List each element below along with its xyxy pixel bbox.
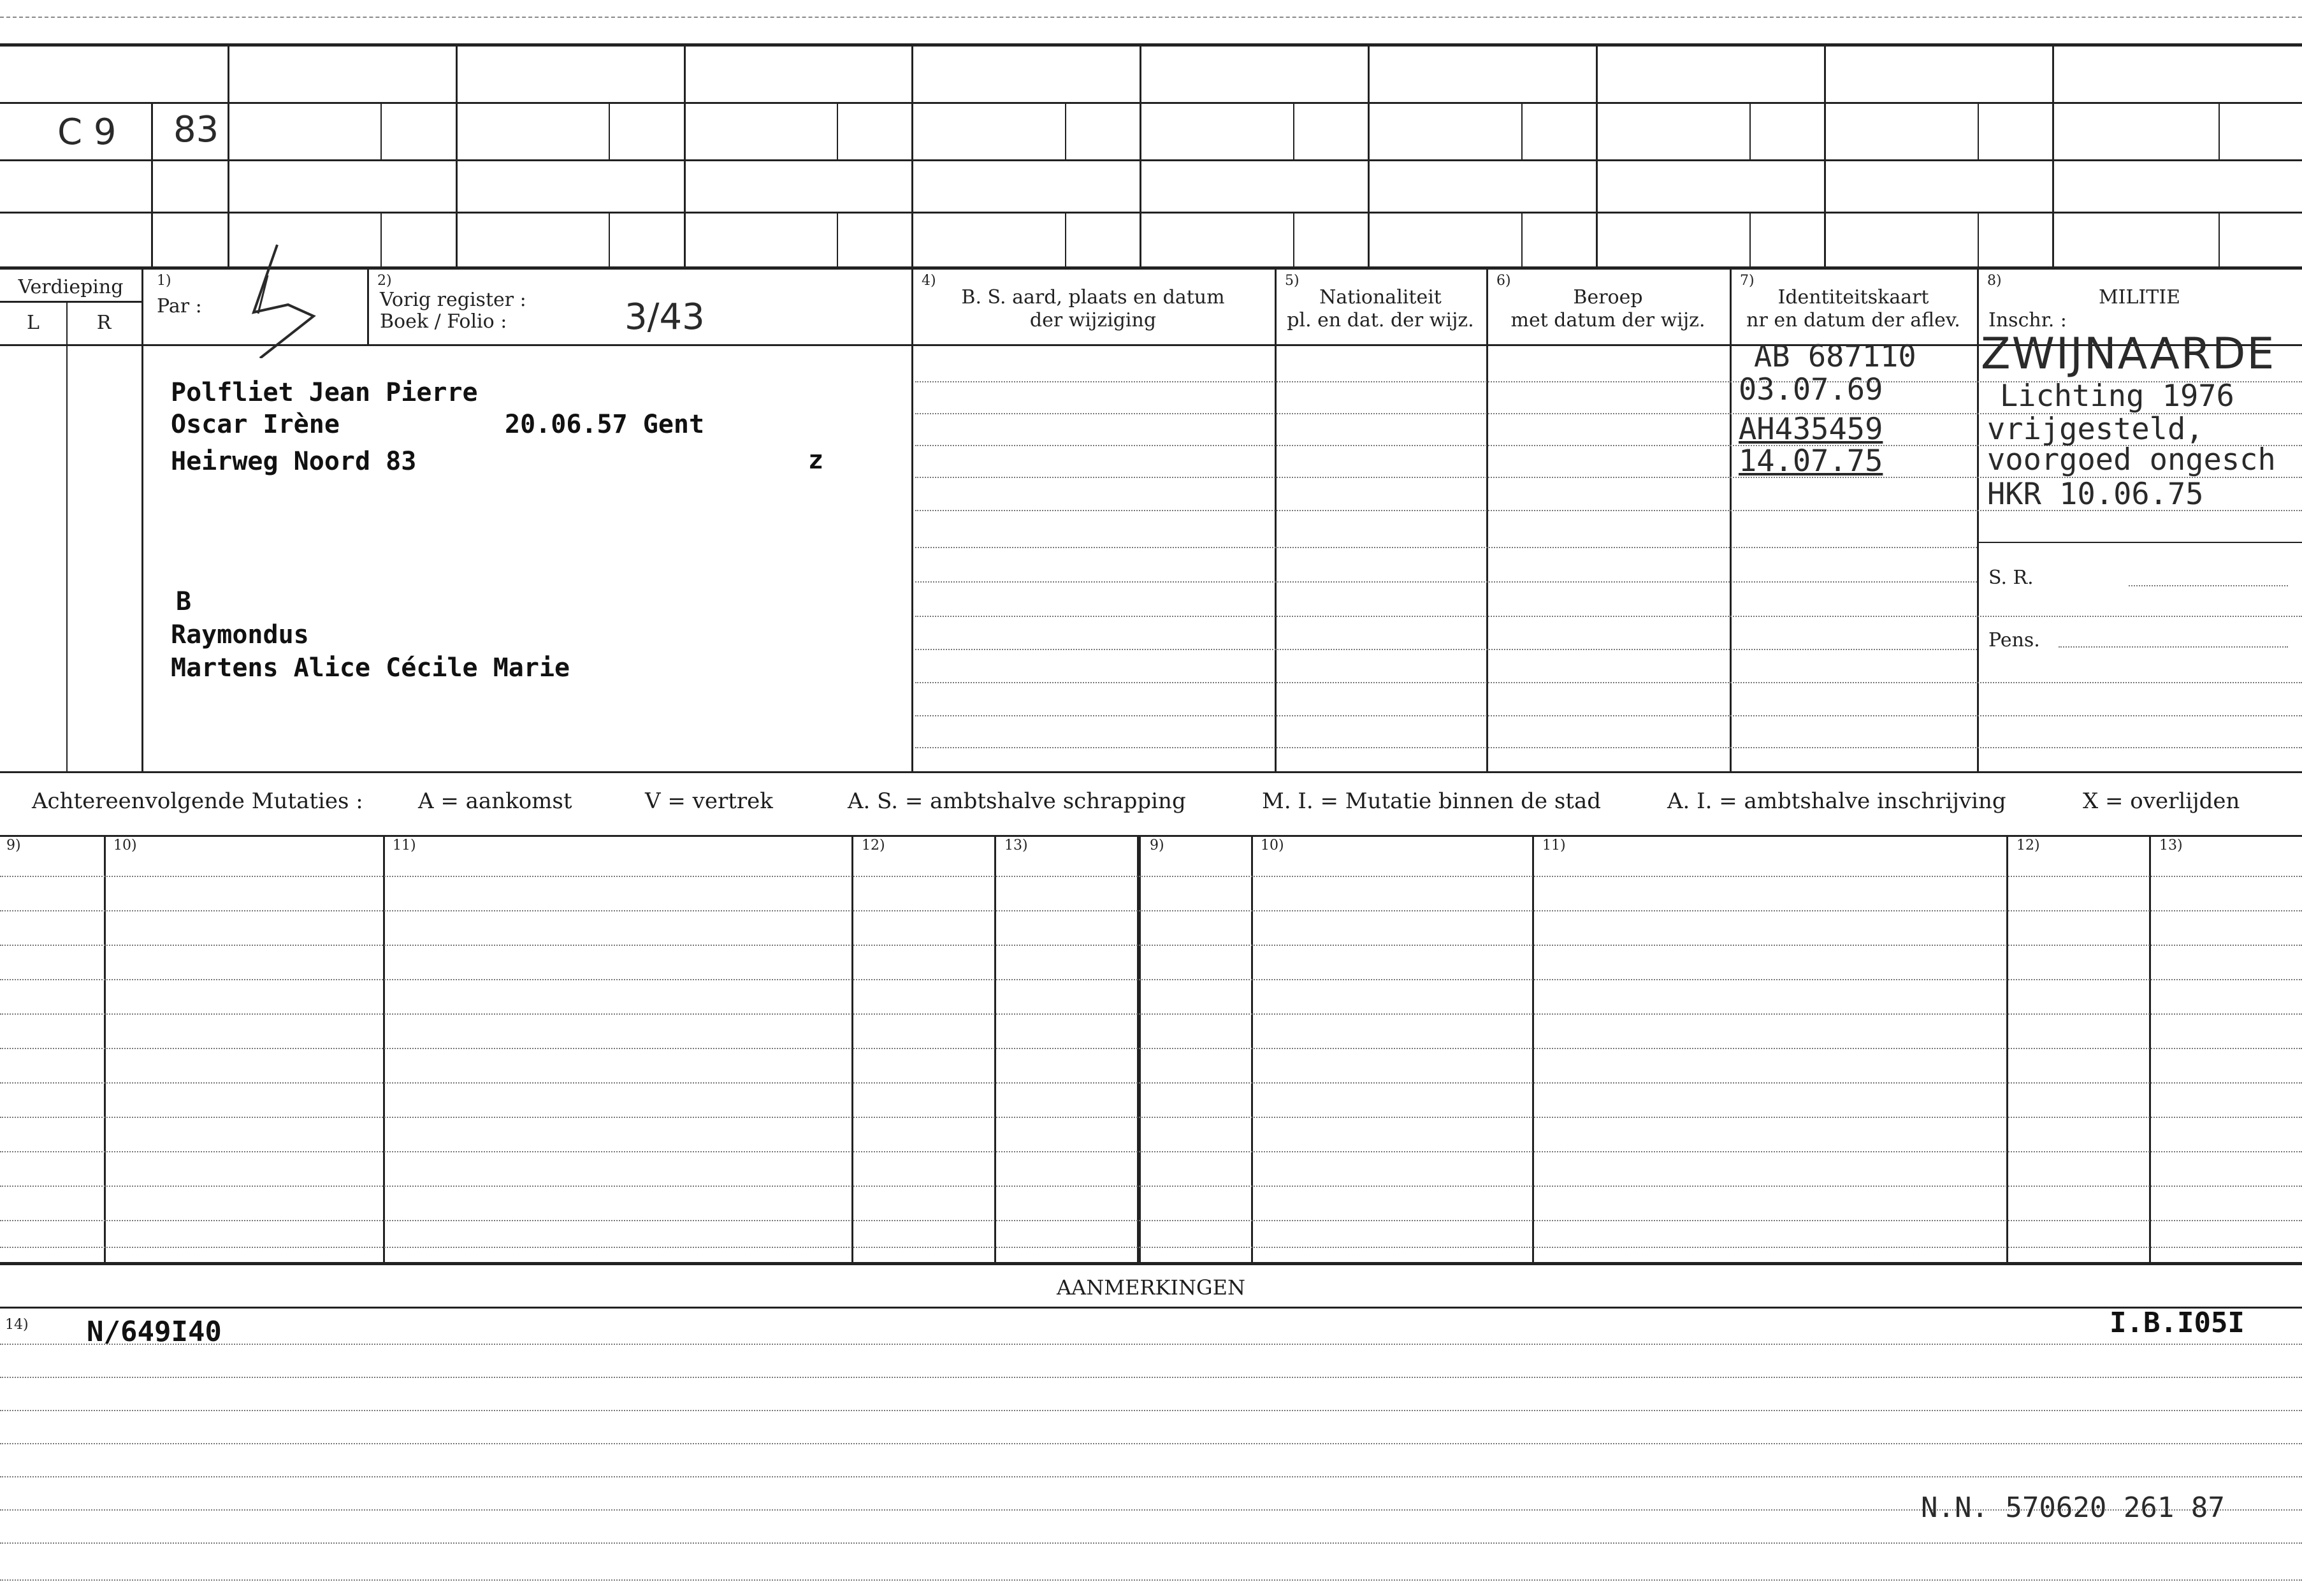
nationaliteit-label-line1: Nationaliteit — [1319, 286, 1442, 308]
mother-name: Martens Alice Cécile Marie — [171, 653, 570, 683]
mutatie-col-9-right: 9) — [1150, 838, 1164, 853]
parent-marker: B — [176, 587, 192, 616]
father-name: Raymondus — [171, 620, 309, 649]
person-address: Heirweg Noord 83 — [171, 447, 417, 476]
identiteitskaart-label-line1: Identiteitskaart — [1777, 286, 1929, 308]
militie-inschr-label: Inschr. : — [1988, 309, 2067, 331]
person-given-names: Oscar Irène — [171, 410, 340, 439]
national-number: N.N. 570620 261 87 — [1921, 1491, 2225, 1524]
militie-reason: voorgoed ongesch — [1987, 442, 2276, 477]
mutatie-code-as: A. S. = ambtshalve schrapping — [848, 788, 1186, 814]
bs-number: 4) — [922, 273, 936, 289]
militie-lichting: Lichting 1976 — [2000, 379, 2234, 414]
mutatie-code-ai: A. I. = ambtshalve inschrijving — [1667, 788, 2006, 814]
vorig-register-label: Vorig register : — [380, 289, 526, 311]
series-code: C 9 — [57, 112, 117, 153]
aanmerkingen-title: AANMERKINGEN — [1057, 1275, 1245, 1300]
vorig-register-number: 2) — [377, 273, 392, 289]
sheet-number: 83 — [173, 109, 219, 150]
beroep-number: 6) — [1496, 273, 1511, 289]
mutatie-col-9: 9) — [6, 838, 21, 853]
militie-label: MILITIE — [2098, 286, 2181, 308]
nationaliteit-number: 5) — [1285, 273, 1299, 289]
verdieping-right-label: R — [96, 312, 112, 334]
mutatie-code-a: A = aankomst — [418, 788, 572, 814]
militie-number: 8) — [1987, 273, 2002, 289]
identiteitskaart-label-line2: nr en datum der aflev. — [1746, 309, 1960, 331]
mutatie-code-v: V = vertrek — [645, 788, 773, 814]
boek-folio-label: Boek / Folio : — [380, 310, 507, 333]
militie-sr-label: S. R. — [1988, 567, 2034, 589]
mutatie-col-11-right: 11) — [1542, 838, 1566, 853]
verdieping-label: Verdieping — [18, 276, 124, 298]
militie-status: vrijgesteld, — [1987, 412, 2204, 447]
id-card-2-number: AH435459 — [1739, 412, 1883, 447]
par-label: Par : — [157, 295, 202, 317]
verdieping-left-label: L — [27, 312, 40, 334]
nationaliteit-label-line2: pl. en dat. der wijz. — [1287, 309, 1474, 331]
mutatie-col-11: 11) — [393, 838, 416, 853]
mutatie-col-12: 12) — [862, 838, 885, 853]
beroep-label-line2: met datum der wijz. — [1510, 309, 1705, 331]
person-marker: z — [808, 446, 824, 475]
person-name: Polfliet Jean Pierre — [171, 378, 478, 407]
militie-hkr: HKR 10.06.75 — [1987, 477, 2204, 512]
militie-pens-label: Pens. — [1988, 629, 2040, 651]
bs-label-line1: B. S. aard, plaats en datum — [961, 286, 1225, 308]
mutatie-col-13: 13) — [1004, 838, 1028, 853]
id-card-1-date: 03.07.69 — [1739, 372, 1883, 407]
mutatie-col-10: 10) — [113, 838, 137, 853]
aanmerkingen-reference: N/649I40 — [87, 1316, 222, 1348]
person-birth: 20.06.57 Gent — [505, 410, 705, 439]
aanmerkingen-number: 14) — [5, 1317, 29, 1333]
mutatie-col-10-right: 10) — [1261, 838, 1284, 853]
id-card-2-date: 14.07.75 — [1739, 444, 1883, 479]
mutatie-code-mi: M. I. = Mutatie binnen de stad — [1262, 788, 1601, 814]
boek-folio-value: 3/43 — [625, 296, 705, 338]
id-card-1-number: AB 687110 — [1754, 339, 1916, 374]
mutatie-code-x: X = overlijden — [2083, 788, 2240, 814]
par-handwritten-mark — [242, 237, 446, 358]
aanmerkingen-code: I.B.I05I — [2110, 1307, 2245, 1339]
mutatie-col-12-right: 12) — [2016, 838, 2040, 853]
bs-label-line2: der wijziging — [1029, 309, 1157, 331]
beroep-label-line1: Beroep — [1573, 286, 1643, 308]
par-number: 1) — [157, 273, 171, 289]
mutatie-col-13-right: 13) — [2159, 838, 2183, 853]
militie-place: ZWIJNAARDE — [1981, 329, 2276, 379]
mutaties-title: Achtereenvolgende Mutaties : — [32, 788, 363, 814]
identiteitskaart-number: 7) — [1740, 273, 1755, 289]
